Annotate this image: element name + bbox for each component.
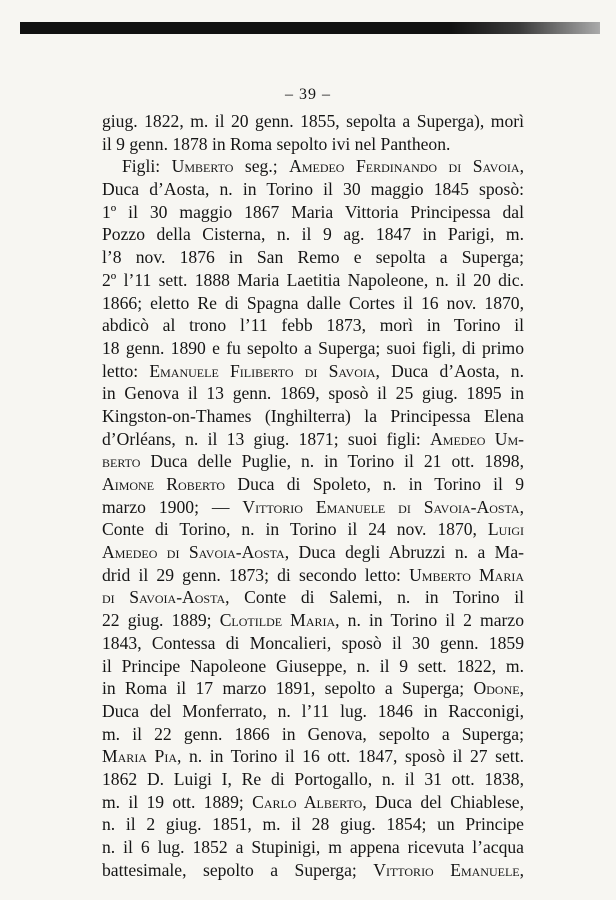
text-run: 18 genn. 1890 e fu sepolto a Superga; suoi figli, di primo bbox=[102, 337, 524, 358]
text-run: giug. 1822, m. il 20 genn. 1855, sepolta a Superga), morì bbox=[102, 111, 524, 131]
text-run: Duca d’Aosta, n. in Torino il 30 maggio 1845 sposò: bbox=[102, 179, 524, 200]
text-run: d’Orléans, n. il 13 giug. 1871; suoi figli: bbox=[102, 428, 431, 449]
text-run: , n. in Torino il 2 marzo bbox=[335, 610, 524, 631]
text-line bbox=[102, 609, 524, 632]
text-line bbox=[102, 791, 524, 814]
name-small-caps: Amedeo Ferdinando di Savoia bbox=[289, 156, 520, 177]
text-run: in Genova il 13 genn. 1869, sposò il 25 giug. 1895 in bbox=[102, 383, 524, 404]
text-run: 2º l’11 sett. 1888 Maria Laetitia Napoleone, n. il 20 dic. bbox=[102, 269, 524, 290]
page-number: – 39 – bbox=[285, 86, 331, 103]
text-run: Pozzo della Cisterna, n. il 9 ag. 1847 in Parigi, m. bbox=[102, 224, 524, 245]
text-run: Duca delle Puglie, n. in Torino il 21 ott. 1898, bbox=[140, 451, 524, 472]
text-run: abdicò al trono l’11 febb 1873, morì in Torino il bbox=[102, 315, 524, 336]
text-line bbox=[102, 178, 524, 201]
text-line bbox=[102, 201, 524, 224]
text-line bbox=[102, 496, 524, 519]
top-border-rule bbox=[20, 22, 600, 34]
text-line bbox=[102, 518, 524, 541]
text-run: drid il 29 genn. 1873; di secondo letto: bbox=[102, 564, 410, 585]
text-run: , Duca degli Abruzzi n. a Ma- bbox=[284, 542, 524, 563]
text-line bbox=[102, 314, 524, 337]
text-run: , Duca d’Aosta, n. bbox=[375, 360, 524, 381]
text-run: marzo 1900; — bbox=[102, 496, 243, 517]
text-run: battesimale, sepolto a Superga; bbox=[102, 859, 374, 880]
text-run: , bbox=[519, 156, 524, 177]
text-run: , bbox=[519, 496, 524, 517]
text-line bbox=[102, 428, 524, 451]
text-run: 1866; eletto Re di Spagna dalle Cortes il 16 nov. 1870, bbox=[102, 292, 524, 313]
text-line bbox=[102, 541, 524, 564]
text-run: l’8 nov. 1876 in San Remo e sepolta a Superga; bbox=[102, 247, 524, 268]
text-run: seg.; bbox=[233, 156, 290, 177]
text-line bbox=[102, 292, 524, 315]
text-run: il Principe Napoleone Giuseppe, n. il 9 sett. 1822, m. bbox=[102, 655, 524, 676]
text-run: Duca di Spoleto, n. in Torino il 9 bbox=[225, 474, 524, 494]
text-line bbox=[102, 745, 524, 768]
text-run: 22 giug. 1889; bbox=[102, 610, 220, 631]
text-run: n. il 2 giug. 1851, m. il 28 giug. 1854; un Principe bbox=[102, 814, 524, 835]
name-small-caps: Emanuele Filiberto di Savoia bbox=[149, 360, 376, 381]
text-run: Kingston-on-Thames (Inghilterra) la Principessa Elena bbox=[102, 405, 524, 426]
text-line bbox=[102, 450, 524, 473]
text-line bbox=[102, 269, 524, 292]
name-small-caps: Carlo Alberto bbox=[252, 791, 363, 812]
name-small-caps: Odone bbox=[473, 678, 520, 699]
text-line bbox=[102, 405, 524, 428]
text-run: Conte di Torino, n. in Torino il 24 nov. 1870, bbox=[102, 519, 488, 540]
text-run: m. il 19 ott. 1889; bbox=[102, 791, 253, 812]
text-line bbox=[102, 768, 524, 791]
text-line bbox=[102, 723, 524, 746]
text-run: letto: bbox=[102, 360, 150, 381]
text-run: in Roma il 17 marzo 1891, sepolto a Superga; bbox=[102, 678, 474, 699]
name-small-caps: Clotilde Maria bbox=[219, 610, 336, 631]
text-run: , n. in Torino il 16 ott. 1847, sposò il 27 sett. bbox=[176, 746, 524, 767]
text-line bbox=[102, 382, 524, 405]
text-line bbox=[102, 859, 524, 882]
text-line bbox=[102, 586, 524, 609]
text-run: Duca del Monferrato, n. l’11 lug. 1846 in Racconigi, bbox=[102, 700, 524, 721]
text-run: , bbox=[519, 678, 524, 699]
text-run: il 9 genn. 1878 in Roma sepolto ivi nel Pantheon. bbox=[102, 133, 451, 154]
text-line bbox=[102, 655, 524, 678]
text-line bbox=[102, 700, 524, 723]
text-line bbox=[102, 133, 524, 156]
name-small-caps: Amedeo di Savoia-Aosta bbox=[102, 542, 285, 563]
text-line bbox=[102, 632, 524, 655]
name-small-caps: Vittorio Emanuele bbox=[373, 859, 520, 880]
name-small-caps: Umberto bbox=[171, 156, 234, 177]
name-small-caps: Luigi bbox=[487, 519, 524, 540]
name-small-caps: Vittorio Emanuele di Savoia-Aosta bbox=[242, 496, 520, 517]
text-line bbox=[102, 246, 524, 269]
text-line bbox=[102, 677, 524, 700]
text-line bbox=[102, 813, 524, 836]
text-run: n. il 6 lug. 1852 a Stupinigi, m appena ricevuta l’acqua bbox=[102, 837, 524, 857]
text-line bbox=[102, 360, 524, 383]
text-line bbox=[102, 564, 524, 587]
text-line bbox=[102, 223, 524, 246]
text-run: m. il 22 genn. 1866 in Genova, sepolto a Superga; bbox=[102, 723, 524, 744]
text-line bbox=[102, 337, 524, 360]
text-run: , Duca del Chiablese, bbox=[362, 791, 524, 812]
name-small-caps: Maria Pia bbox=[102, 746, 177, 767]
text-run: , bbox=[519, 859, 524, 880]
page-text bbox=[102, 110, 524, 881]
text-run: 1862 D. Luigi I, Re di Portogallo, n. il 31 ott. 1838, bbox=[102, 768, 524, 789]
text-line bbox=[102, 155, 524, 178]
text-run: Figli: bbox=[122, 156, 172, 177]
text-run: 1º il 30 maggio 1867 Maria Vittoria Principessa dal bbox=[102, 201, 524, 222]
name-small-caps: di Savoia-Aosta bbox=[102, 587, 226, 608]
name-small-caps: Umberto Maria bbox=[409, 564, 524, 585]
text-line bbox=[102, 110, 524, 133]
name-small-caps: berto bbox=[102, 451, 141, 472]
text-line bbox=[102, 473, 524, 496]
name-small-caps: Amedeo Um- bbox=[430, 428, 524, 449]
name-small-caps: Aimone Roberto bbox=[102, 474, 226, 494]
text-run: 1843, Contessa di Moncalieri, sposò il 30 genn. 1859 bbox=[102, 632, 524, 653]
text-line bbox=[102, 836, 524, 859]
text-run: , Conte di Salemi, n. in Torino il bbox=[225, 587, 524, 608]
